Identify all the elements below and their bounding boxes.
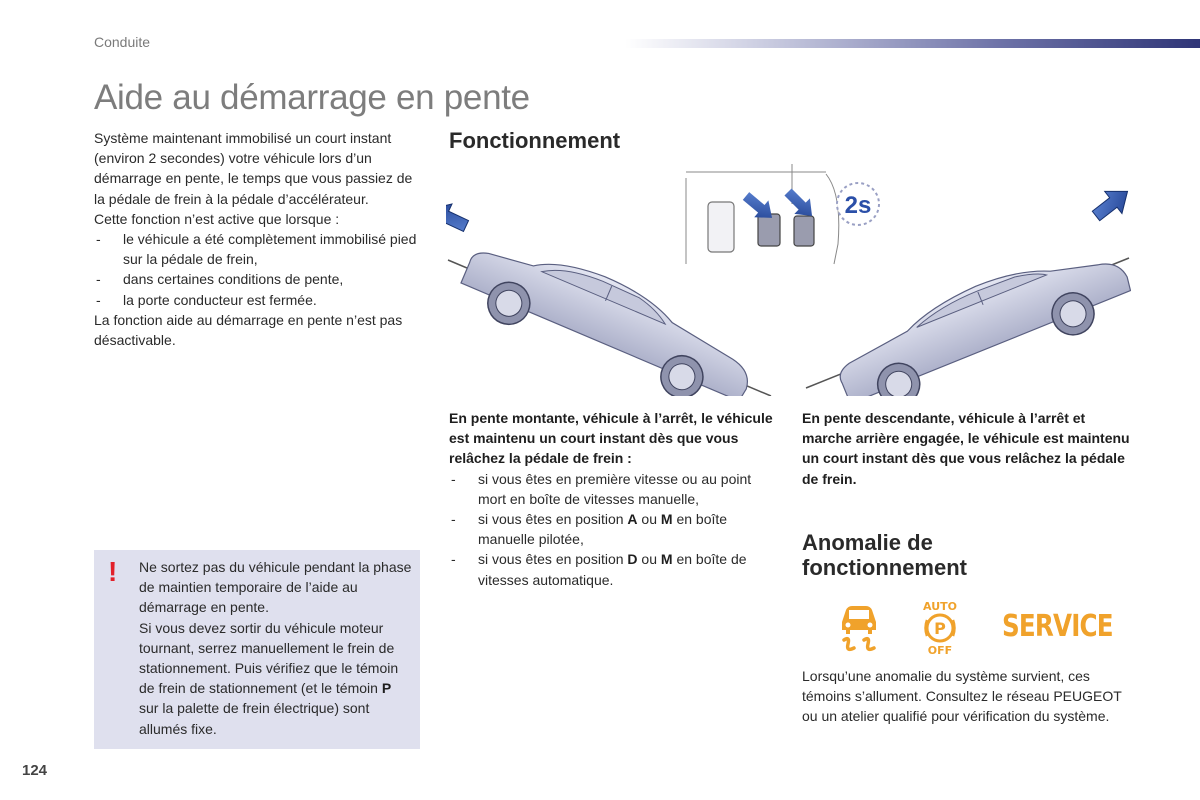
downhill-lead (802, 408, 1132, 489)
skid-car-icon (842, 606, 876, 649)
uphill-conditions-list (449, 469, 779, 590)
timer-label: 2s (844, 192, 872, 219)
section-label: Conduite (94, 34, 151, 50)
gear-position-m: M (660, 511, 673, 528)
warning-icon: ! (108, 556, 118, 587)
p-indicator-label: P (381, 680, 392, 697)
intro-paragraph: Système maintenant immobilisé un court instant (environ 2 secondes) votre véhicule lors d’un démarrage en pente, le temps que vous passiez de la pédale de frein à la pédale d’accélérateur. (94, 130, 413, 207)
list-item (449, 469, 779, 509)
item-text: si vous êtes en position (478, 511, 628, 528)
item-text: en boîte de vitesses automatique. (478, 551, 747, 588)
downhill-lead-text: En pente descendante, véhicule à l’arrêt et marche arrière engagée, le véhicule est maintenu un court instant dès que vous relâchez la pédale de frein. (802, 410, 1130, 487)
warning-paragraph: Ne sortez pas du véhicule pendant la phase de maintien temporaire de l’aide au démarrage en pente. (139, 559, 412, 616)
list-item: - le véhicule a été complètement immobilisé pied sur la pédale de frein, (94, 229, 419, 269)
p-label: P (934, 619, 946, 638)
hill-start-illustration (446, 164, 1131, 396)
list-item (449, 509, 779, 549)
intro-text (94, 128, 419, 350)
warning-paragraph (139, 618, 414, 739)
item-text: ou (637, 551, 661, 568)
item-text: en boîte manuelle pilotée, (478, 511, 728, 548)
header-bar (625, 39, 1200, 48)
warning-text (139, 557, 414, 739)
page-number: 124 (22, 762, 48, 779)
uphill-description (449, 408, 779, 590)
downhill-description (802, 408, 1132, 489)
gear-position-a: A (627, 511, 638, 528)
uphill-lead (449, 408, 779, 469)
conditions-list (94, 229, 419, 310)
not-deactivatable-note: La fonction aide au démarrage en pente n’est pas désactivable. (94, 311, 403, 349)
service-icon: SERVICE (1002, 609, 1113, 644)
page-title: Aide au démarrage en pente (94, 78, 530, 117)
item-text: ou (637, 511, 661, 528)
item-text: si vous êtes en position (478, 551, 628, 568)
anomalie-heading: Anomalie de fonctionnement (802, 530, 967, 580)
uphill-lead-text: En pente montante, véhicule à l’arrêt, le véhicule est maintenu un court instant dès que vous relâchez la pédale de frein : (449, 410, 773, 467)
anomalie-paragraph: Lorsqu’une anomalie du système survient, ces témoins s’allument. Consultez le réseau PEUGEOT ou un atelier qualifié pour vérification du système. (802, 668, 1122, 725)
warning-text-part: sur la palette de frein électrique) sont allumés fixe. (139, 700, 370, 737)
arrow-downhill-icon (1087, 180, 1131, 227)
arrow-uphill-icon (446, 196, 472, 238)
list-item (449, 549, 779, 589)
fonctionnement-heading: Fonctionnement (449, 128, 621, 153)
item-text: si vous êtes en première vitesse ou au point mort en boîte de vitesses manuelle, (478, 470, 752, 507)
gear-position-m: M (660, 551, 673, 568)
anomalie-text (802, 666, 1122, 727)
list-item: - la porte conducteur est fermée. (94, 290, 419, 310)
pedals-scene (686, 164, 879, 264)
off-label: OFF (927, 644, 953, 657)
warning-text-part: Si vous devez sortir du véhicule moteur tournant, serrez manuellement le frein de stationnement. Puis vérifiez que le témoin de frein de stationnement (et le témoin (139, 619, 399, 697)
auto-p-off-icon (923, 600, 957, 657)
auto-label: AUTO (923, 600, 957, 613)
conditions-lead: Cette fonction n’est active que lorsque : (94, 210, 340, 227)
gear-position-d: D (627, 551, 638, 568)
list-item: - dans certaines conditions de pente, (94, 269, 419, 289)
